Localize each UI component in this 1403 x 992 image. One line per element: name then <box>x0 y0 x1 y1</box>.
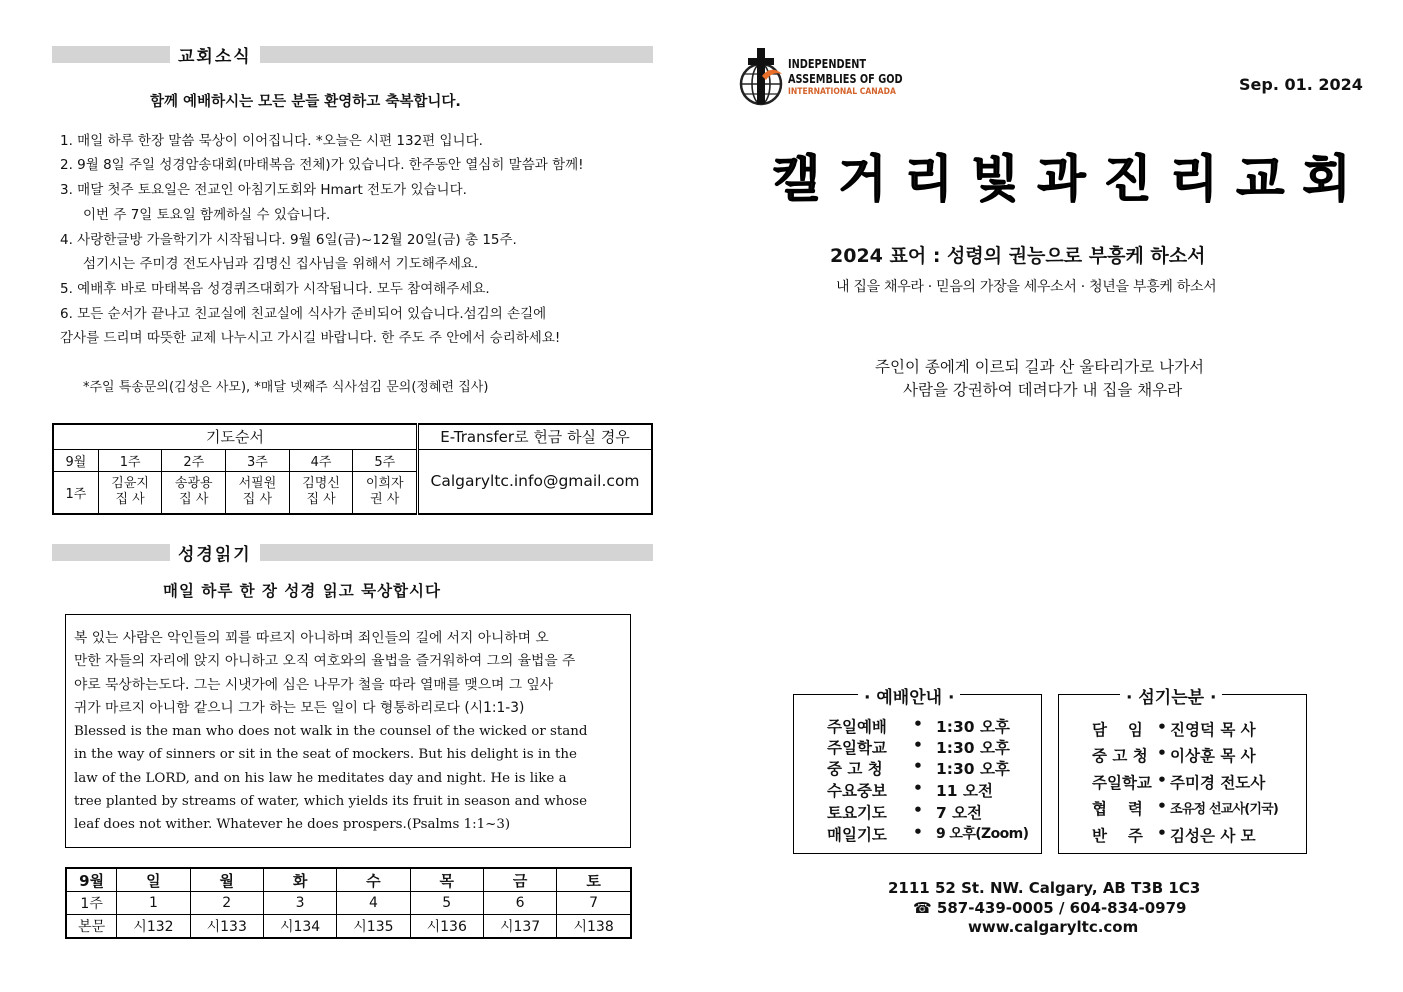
verse-box <box>65 614 631 848</box>
welcome-text: 함께 예배하시는 모든 분들 환영하고 축복합니다. <box>150 94 461 110</box>
person-name: 송광용 <box>174 476 213 492</box>
prayer-month: 9월 <box>53 449 98 471</box>
servant-role: 담 임 <box>1092 721 1143 739</box>
person-name: 김명신 <box>302 476 340 492</box>
worship-time: 11 오전 <box>936 782 993 800</box>
church-phone: ☎ 587-439-0005 / 604-834-0979 <box>913 899 1187 917</box>
schedule-cell: 6 <box>483 892 556 915</box>
verse-line: leaf does not wither. Whatever he does prospers.(Psalms 1:1~3) <box>74 817 511 833</box>
worship-dot: • <box>913 715 923 733</box>
bulletin-date: Sep. 01. 2024 <box>1239 75 1363 94</box>
bible-title: 성경읽기 <box>170 540 260 565</box>
news-item: 6. 모든 순서가 끝나고 친교실에 친교실에 식사가 준비되어 있습니다.섬김의 손길에 <box>60 306 547 322</box>
schedule-header-cell: 수 <box>337 868 410 892</box>
servant-role: 협 력 <box>1092 800 1143 818</box>
prayer-person <box>289 471 353 514</box>
verse-line: Blessed is the man who does not walk in the counsel of the wicked or stand <box>74 724 588 740</box>
person-role: 집 사 <box>179 492 209 508</box>
verse-line: law of the LORD, and on his law he meditates day and night. He is like a <box>74 770 567 786</box>
contact-note: *주일 특송문의(김성은 사모), *매달 넷째주 식사섬김 문의(정혜련 집사) <box>83 380 489 395</box>
servant-name: 주미경 전도사 <box>1170 774 1266 792</box>
worship-dot: • <box>913 823 923 841</box>
schedule-header-cell: 9월 <box>66 868 117 892</box>
prayer-week: 5주 <box>353 449 418 471</box>
servant-dot: • <box>1157 744 1167 762</box>
schedule-cell: 2 <box>190 892 263 915</box>
prayer-person <box>98 471 162 514</box>
annual-theme: 2024 표어 : 성령의 권능으로 부흥케 하소서 <box>830 245 1206 267</box>
church-address: 2111 52 St. NW. Calgary, AB T3B 1C3 <box>888 879 1201 897</box>
schedule-header-cell: 목 <box>410 868 483 892</box>
schedule-cell: 5 <box>410 892 483 915</box>
worship-info-title: · 예배안내 · <box>858 683 960 708</box>
worship-name: 주일학교 <box>827 739 887 757</box>
servant-dot: • <box>1157 797 1167 815</box>
person-name: 이희자 <box>365 476 404 492</box>
news-item: 이번 주 7일 토요일 함께하실 수 있습니다. <box>83 207 331 223</box>
servant-name: 이상훈 목 사 <box>1170 747 1256 765</box>
schedule-cell: 3 <box>263 892 336 915</box>
scripture-line1: 주인이 종에게 이르되 길과 산 울타리가로 나가서 <box>875 358 1205 376</box>
worship-time: 9 오후(Zoom) <box>936 826 1029 842</box>
servants-title: · 섬기는분 · <box>1120 683 1222 708</box>
worship-dot: • <box>913 779 923 797</box>
verse-line: 귀가 마르지 아니함 같으니 그가 하는 모든 일이 다 형통하리로다 (시1:1-3) <box>74 699 525 716</box>
worship-time: 1:30 오후 <box>936 718 1010 736</box>
logo-line1: INDEPENDENT <box>788 56 867 71</box>
servant-name: 조유정 선교사(기국) <box>1170 802 1279 817</box>
theme-subtitle: 내 집을 채우라 · 믿음의 가장을 세우소서 · 청년을 부흥케 하소서 <box>836 279 1217 295</box>
schedule-header-cell: 월 <box>190 868 263 892</box>
church-logo <box>738 46 918 108</box>
worship-time: 1:30 오후 <box>936 760 1010 778</box>
schedule-header-cell: 토 <box>557 868 631 892</box>
schedule-cell: 시137 <box>483 915 556 939</box>
logo-line2: ASSEMBLIES OF GOD <box>788 71 903 86</box>
logo-line3: INTERNATIONAL CANADA <box>788 87 896 97</box>
globe-cross-icon <box>738 46 788 108</box>
prayer-table <box>52 423 653 515</box>
verse-line: 야로 묵상하는도다. 그는 시냇가에 심은 나무가 철을 따라 열매를 맺으며 그 잎사 <box>74 676 554 693</box>
news-item: 5. 예배후 바로 마태복음 성경퀴즈대회가 시작됩니다. 모두 참여해주세요. <box>60 281 490 297</box>
schedule-cell: 시132 <box>117 915 190 939</box>
news-item: 4. 사랑한글방 가을학기가 시작됩니다. 9월 6일(금)~12월 20일(금) 총 15주. <box>60 232 517 248</box>
scripture-line2: 사람을 강권하여 데려다가 내 집을 채우라 <box>903 381 1183 399</box>
schedule-header-cell: 일 <box>117 868 190 892</box>
news-item: 감사를 드리며 따뜻한 교제 나누시고 가시길 바랍니다. 한 주도 주 안에서 승리하세요! <box>60 330 561 346</box>
person-role: 집 사 <box>306 492 336 508</box>
worship-name: 매일기도 <box>827 826 887 844</box>
schedule-cell: 시135 <box>337 915 410 939</box>
news-item: 1. 매일 하루 한장 말씀 묵상이 이어집니다. *오늘은 시편 132편 입니다. <box>60 133 483 149</box>
news-item: 3. 매달 첫주 토요일은 전교인 아침기도회와 Hmart 전도가 있습니다. <box>60 182 467 198</box>
person-role: 집 사 <box>115 492 145 508</box>
worship-name: 주일예배 <box>827 718 887 736</box>
servant-dot: • <box>1157 771 1167 789</box>
bible-subtitle: 매일 하루 한 장 성경 읽고 묵상합시다 <box>163 582 441 600</box>
verse-line: in the way of sinners or sit in the seat of mockers. But his delight is in the <box>74 747 577 763</box>
prayer-week: 2주 <box>162 449 226 471</box>
schedule-cell: 시134 <box>263 915 336 939</box>
schedule-cell: 4 <box>337 892 410 915</box>
schedule-header-cell: 금 <box>483 868 556 892</box>
servant-role: 반 주 <box>1092 827 1143 845</box>
servant-name: 진영덕 목 사 <box>1170 721 1256 739</box>
news-title: 교회소식 <box>170 42 260 67</box>
servant-dot: • <box>1157 718 1167 736</box>
reading-schedule-table <box>65 867 632 939</box>
servant-name: 김성은 사 모 <box>1170 827 1256 845</box>
schedule-cell: 본문 <box>66 915 117 939</box>
church-website[interactable]: www.calgaryltc.com <box>968 918 1139 936</box>
prayer-person <box>226 471 290 514</box>
servant-role: 중 고 청 <box>1092 747 1148 765</box>
schedule-cell: 시136 <box>410 915 483 939</box>
prayer-header: 기도순서 <box>53 424 418 449</box>
news-item: 2. 9월 8일 주일 성경암송대회(마태복음 전체)가 있습니다. 한주동안 열심히 말씀과 함께! <box>60 157 584 173</box>
worship-dot: • <box>913 736 923 754</box>
schedule-cell: 7 <box>557 892 631 915</box>
worship-name: 수요중보 <box>827 782 887 800</box>
prayer-person <box>353 471 418 514</box>
prayer-person <box>162 471 226 514</box>
news-item: 섬기시는 주미경 전도사님과 김명신 집사님을 위해서 기도해주세요. <box>83 256 479 272</box>
verse-line: 만한 자들의 자리에 앉지 아니하고 오직 여호와의 율법을 즐거워하여 그의 율법을 주 <box>74 653 576 670</box>
schedule-header-cell: 화 <box>263 868 336 892</box>
prayer-row-label: 1주 <box>53 471 98 514</box>
worship-dot: • <box>913 757 923 775</box>
prayer-week: 3주 <box>226 449 290 471</box>
etransfer-header: E-Transfer로 헌금 하실 경우 <box>418 424 652 449</box>
worship-time: 1:30 오후 <box>936 739 1010 757</box>
church-name: 캘거리빛과진리교회 <box>772 150 1369 208</box>
prayer-week: 1주 <box>98 449 162 471</box>
schedule-cell: 1 <box>117 892 190 915</box>
worship-dot: • <box>913 801 923 819</box>
verse-line: tree planted by streams of water, which yields its fruit in season and whose <box>74 794 588 810</box>
person-name: 김윤지 <box>111 476 149 492</box>
bible-header-bar <box>52 544 653 561</box>
prayer-week: 4주 <box>289 449 353 471</box>
person-name: 서필원 <box>238 476 277 492</box>
etransfer-email: Calgaryltc.info@gmail.com <box>418 449 652 514</box>
worship-time: 7 오전 <box>936 804 983 822</box>
worship-name: 중 고 청 <box>827 760 883 778</box>
person-role: 집 사 <box>242 492 273 508</box>
schedule-cell: 시133 <box>190 915 263 939</box>
schedule-cell: 시138 <box>557 915 631 939</box>
verse-line: 복 있는 사람은 악인들의 꾀를 따르지 아니하며 죄인들의 길에 서지 아니하며 오 <box>74 630 549 646</box>
servant-role: 주일학교 <box>1092 774 1152 792</box>
worship-name: 토요기도 <box>827 804 887 822</box>
person-role: 권 사 <box>370 492 400 508</box>
servant-dot: • <box>1157 824 1167 842</box>
schedule-cell: 1주 <box>66 892 117 915</box>
news-header-bar <box>52 46 653 63</box>
